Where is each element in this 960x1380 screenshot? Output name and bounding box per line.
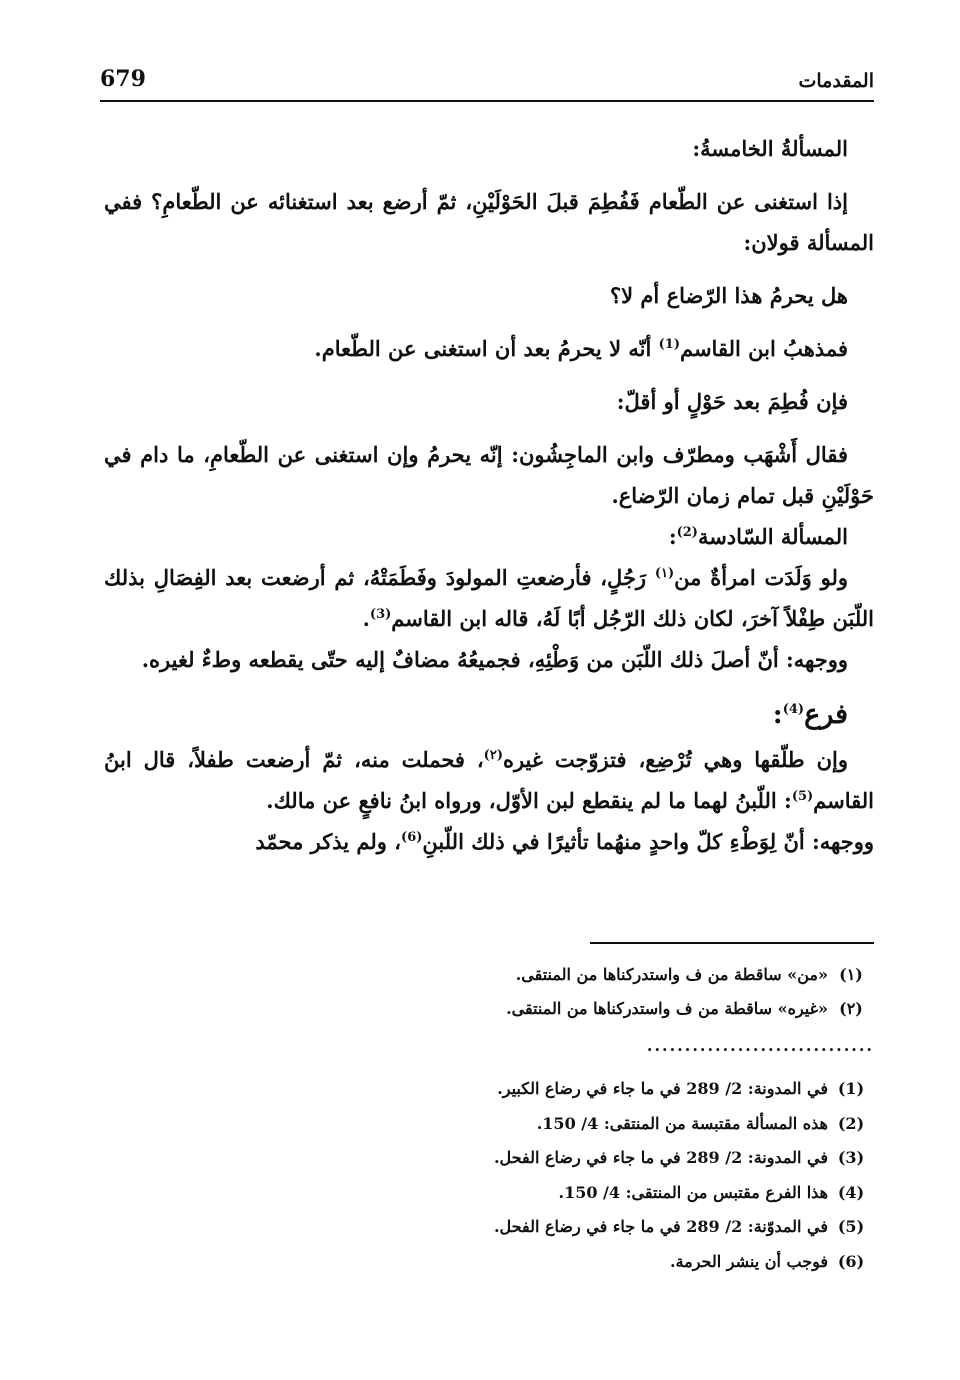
footnote-number: (١) — [839, 965, 863, 984]
branch-heading: فرع$^{(4)}$: — [772, 699, 848, 730]
paragraph: ووجهه: أنّ لِوَطْءِ كلّ واحدٍ منهُما تأثيرًا في ذلك اللّبنِ$^{(6)}$، ولم يذكر محمّد — [255, 829, 874, 854]
footnote-ref: (١) — [654, 566, 675, 581]
footnote-separator: .............................. — [646, 1036, 874, 1055]
page-number: 679 — [100, 66, 146, 92]
running-head: المقدمات — [798, 70, 874, 92]
footnotes-editor — [300, 1072, 874, 1279]
footnote-ref: (5) — [791, 789, 814, 804]
footnote-item — [300, 1210, 874, 1245]
footnote-number: (5) — [837, 1217, 865, 1236]
footnote-number: (1) — [837, 1079, 865, 1098]
footnote-text: في المدونة: 2/ 289 في ما جاء في رضاع الفحل. — [493, 1148, 828, 1167]
footnote-item — [300, 1141, 874, 1176]
paragraph: فمذهبُ ابن القاسم$^{(1)}$ أنّه لا يحرمُ بعد أن استغنى عن الطّعام. — [314, 336, 848, 361]
footnote-text: «غيره» ساقطة من ف واستدركناها من المنتقى. — [506, 999, 828, 1018]
footnote-text: في المدوّنة: 2/ 289 في ما جاء في رضاع الفحل. — [493, 1217, 828, 1236]
paragraph: هل يحرمُ هذا الرّضاع أم لا؟ — [610, 283, 848, 308]
footnote-number: (٢) — [839, 999, 863, 1018]
paragraph: ولو وَلَدَت امرأةٌ من$^{(١)}$ رَجُلٍ، فأرضعتِ المولودَ وفَطَمَتْهُ، ثم أرضعت بعد الفِصَالِ بذلك اللّبَن طِفْلاً آخرَ، لكان ذلك الرّجُل أبًا لَهُ، قاله ابن القاسم$^{(3)}$. — [104, 565, 874, 631]
footnote-item — [300, 1072, 874, 1107]
footnote-text: هذا الفرع مقتبس من المنتقى: 4/ 150. — [558, 1182, 828, 1202]
footnote-text: فوجب أن ينشر الحرمة. — [670, 1251, 828, 1271]
paragraph: إذا استغنى عن الطّعام فَفُطِمَ قبلَ الحَوْلَيْنِ، ثمّ أرضع بعد استغنائه عن الطّعامِ؟ ففي المسألة قولان: — [104, 189, 874, 255]
footnote-text: «من» ساقطة من ف واستدركناها من المنتقى. — [515, 965, 828, 984]
issue-6-heading: المسألة السّادسة$^{(2)}$: — [668, 524, 848, 549]
footnote-item — [300, 1107, 874, 1142]
paragraph: ووجهه: أنّ أصلَ ذلك اللّبَن من وَطْئِهِ، فجميعُهُ مضافٌ إليه حتّى يقطعه وطءٌ لغيره. — [141, 647, 848, 672]
footnote-number: (4) — [837, 1182, 865, 1202]
main-text — [104, 128, 874, 862]
footnote-item — [300, 1245, 874, 1280]
footnote-number: (6) — [837, 1251, 865, 1271]
footnote-ref: (٢) — [483, 748, 503, 763]
footnote-rule — [590, 942, 874, 944]
footnote-item — [300, 1176, 874, 1211]
footnote-ref: (4) — [782, 702, 805, 717]
footnote-ref: (6) — [401, 830, 423, 845]
footnote-text: في المدونة: 2/ 289 في ما جاء في رضاع الكبير. — [497, 1079, 828, 1098]
footnote-item — [300, 958, 874, 992]
paragraph: فإن فُطِمَ بعد حَوْلٍ أو أقلّ: — [616, 389, 848, 414]
issue-5-heading: المسألةُ الخامسةُ: — [692, 136, 848, 161]
footnote-item — [300, 992, 874, 1026]
footnote-number: (2) — [837, 1113, 865, 1133]
footnotes-manuscript — [300, 958, 874, 1026]
footnote-ref: (3) — [369, 607, 392, 622]
footnote-ref: (1) — [658, 337, 680, 352]
paragraph: فقال أَشْهَب ومطرّف وابن الماجِشُون: إنّه يحرمُ وإن استغنى عن الطّعامِ، ما دام في حَوْلَيْنِ قبل تمام زمان الرّضاع. — [104, 442, 874, 508]
paragraph: وإن طلّقها وهي تُرْضِع، فتزوّجت غيره$^{(٢)}$، فحملت منه، ثمّ أرضعت طفلاً، قال ابنُ القاسم$^{(5)}$: اللّبنُ لهما ما لم ينقطع لبن الأوّل، ورواه ابنُ نافعٍ عن مالك. — [104, 747, 874, 813]
footnote-number: (3) — [837, 1148, 865, 1167]
footnote-text: هذه المسألة مقتبسة من المنتقى: 4/ 150. — [536, 1113, 828, 1133]
header-rule — [100, 100, 874, 102]
footnote-ref: (2) — [676, 525, 698, 540]
